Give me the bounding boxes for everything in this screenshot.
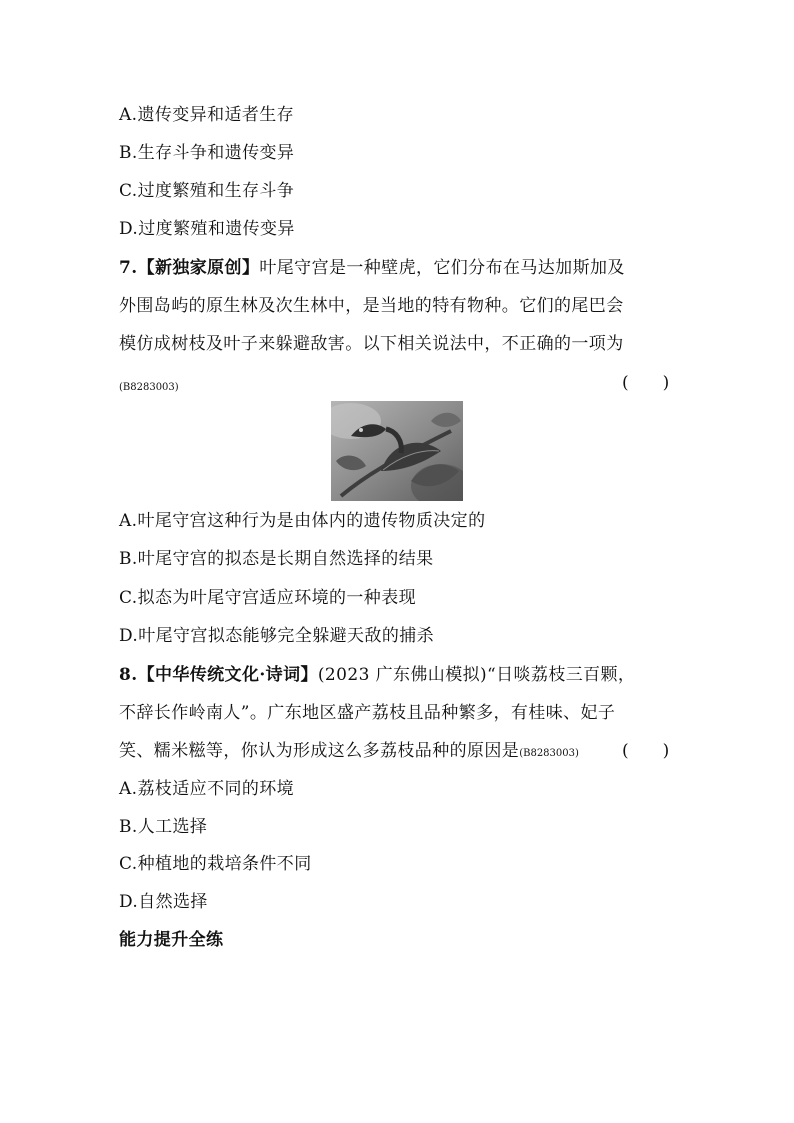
q7-option-c: C.拟态为叶尾守宫适应环境的一种表现 [119,588,417,608]
q7-stem-line-2: 外围岛屿的原生林及次生林中，是当地的特有物种。它们的尾巴会 [119,296,624,316]
q6-option-c: C.过度繁殖和生存斗争 [119,181,295,201]
q8-tag: 【中华传统文化·诗词】 [137,665,318,685]
leaf-tailed-gecko-photo [331,401,463,501]
q8-stem-line-2: 不辞长作岭南人”。广东地区盛产荔枝且品种繁多，有桂味、妃子 [119,703,616,723]
q8-question-code: (B8283003) [519,748,579,759]
q8-option-a: A.荔枝适应不同的环境 [119,779,295,799]
q8-stem-line-1 [119,664,635,686]
q8-stem-line-3 [119,740,579,765]
q7-tag: 【新独家原创】 [137,258,260,278]
q7-option-d: D.叶尾守宫拟态能够完全躲避天敌的捕杀 [119,626,435,646]
q8-number: 8. [119,665,138,685]
section-heading: 能力提升全练 [119,930,224,950]
q7-question-code: (B8283003) [119,382,179,393]
q8-stem-text-3: 笑、糯米糍等，你认为形成这么多荔枝品种的原因是 [119,741,520,761]
q6-option-a: A.遗传变异和适者生存 [119,105,295,125]
q7-option-a: A.叶尾守宫这种行为是由体内的遗传物质决定的 [119,511,486,531]
q8-stem-text-1: (2023 广东佛山模拟)“日啖荔枝三百颗， [317,665,636,685]
q6-option-d: D.过度繁殖和遗传变异 [119,219,295,239]
q6-option-b: B.生存斗争和遗传变异 [119,143,295,163]
q7-stem-line-3: 模仿成树枝及叶子来躲避敌害。以下相关说法中，不正确的一项为 [119,334,624,354]
q7-number: 7. [119,258,138,278]
q8-option-b: B.人工选择 [119,817,208,837]
q8-option-c: C.种植地的栽培条件不同 [119,854,312,874]
q8-answer-blank: ( ) [622,741,670,761]
q7-option-b: B.叶尾守宫的拟态是长期自然选择的结果 [119,549,434,569]
q7-stem-line-1 [119,257,625,279]
q7-answer-blank: ( ) [622,373,670,393]
q7-stem-text-1: 叶尾守宫是一种壁虎，它们分布在马达加斯加及 [259,258,625,278]
q8-option-d: D.自然选择 [119,892,208,912]
